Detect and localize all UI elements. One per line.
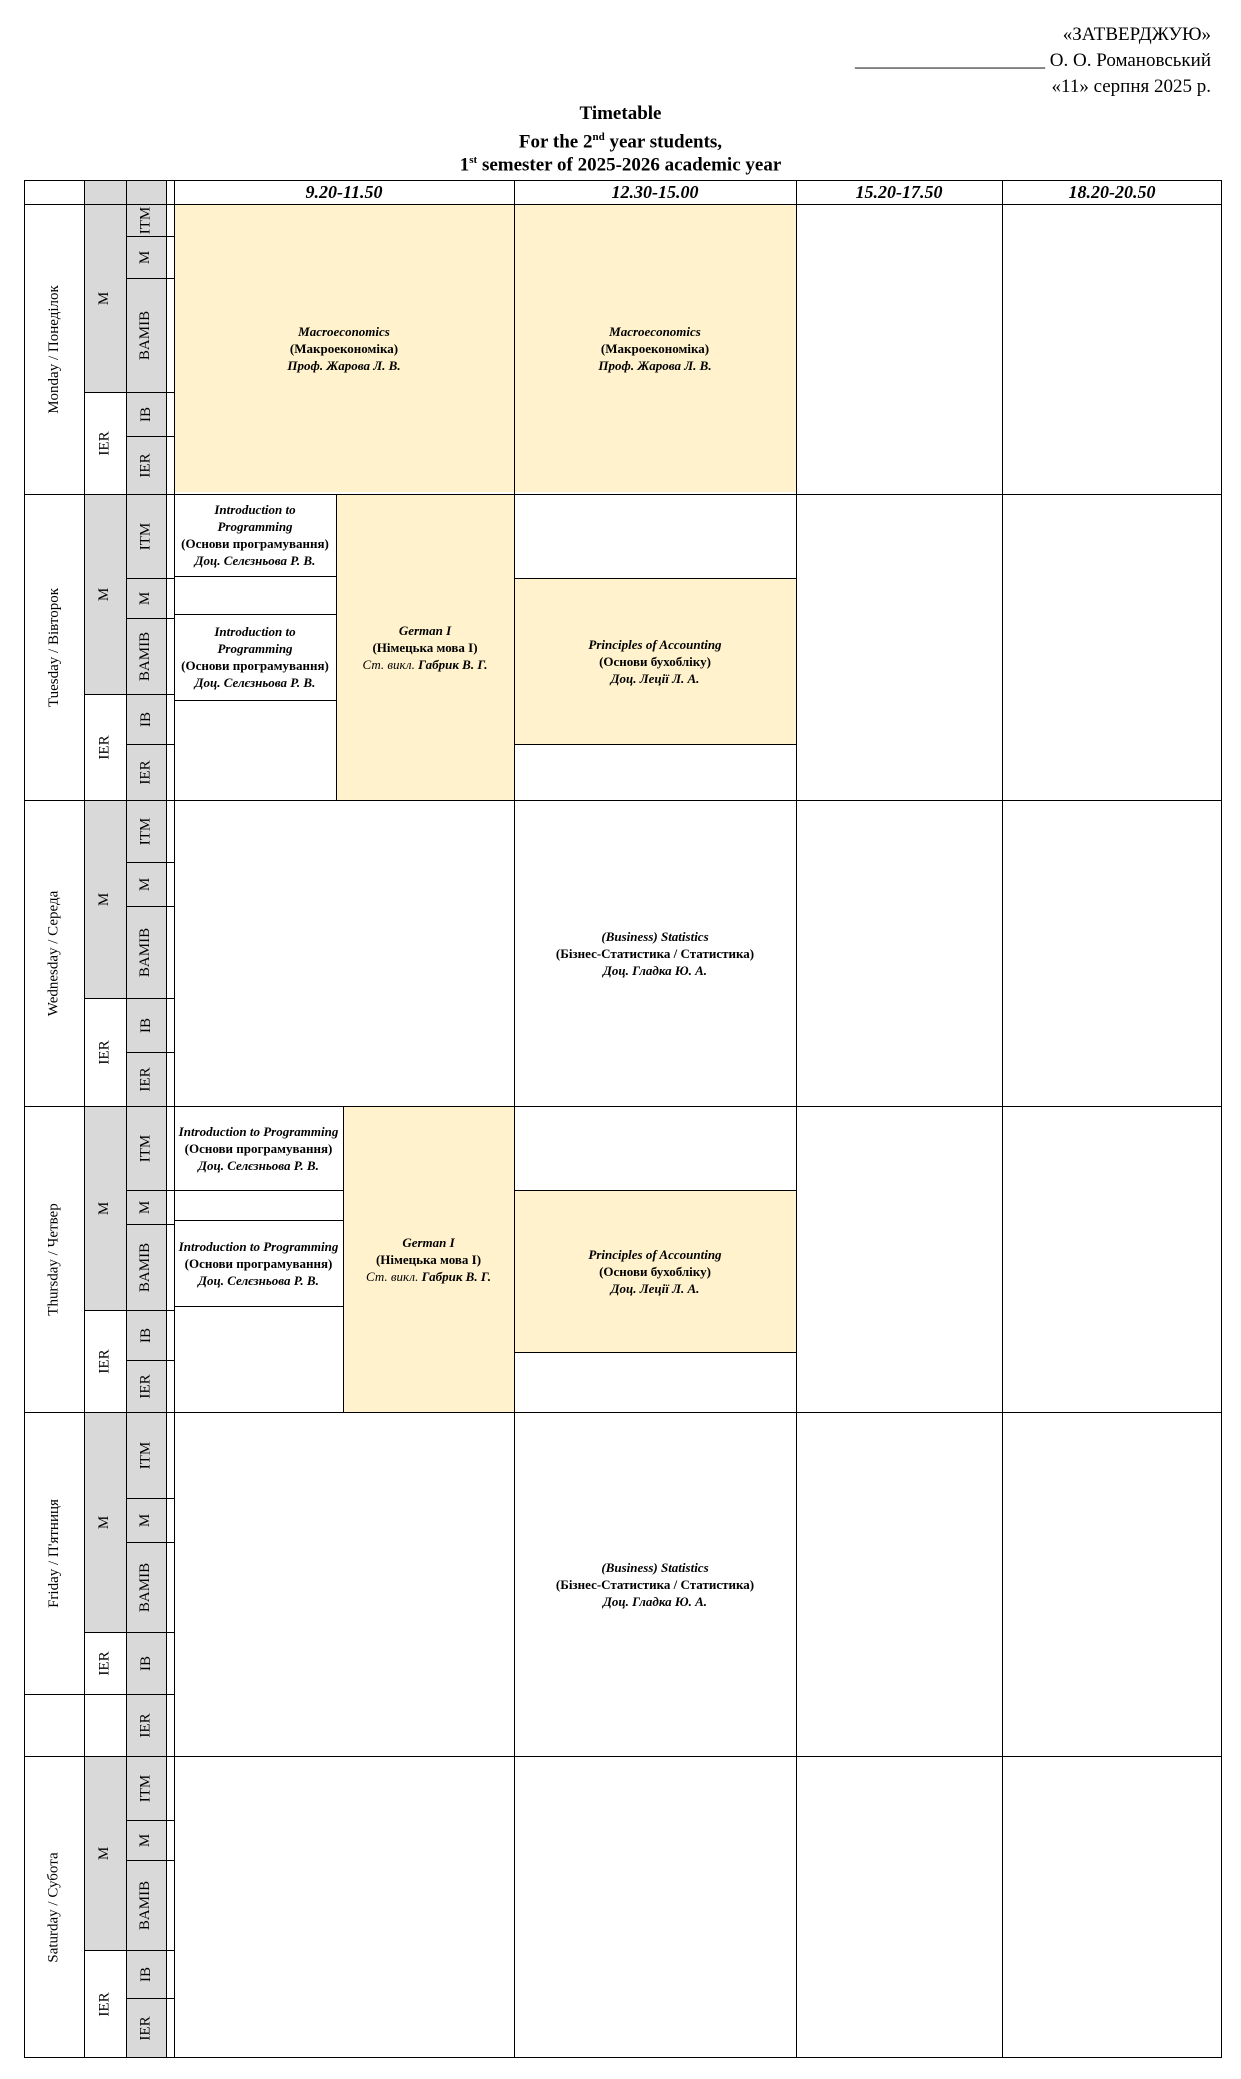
course-teacher: Доц. Селєзньова Р. В. (194, 553, 316, 568)
subgroup-label-itm: ITM (137, 206, 154, 234)
class-block-accounting (514, 578, 796, 744)
course-teacher: Доц. Селєзньова Р. В. (198, 1272, 319, 1288)
title-semester: 1st semester of 2025-2026 academic year (459, 154, 782, 176)
course-name: Macroeconomics (609, 323, 701, 339)
course-name-ua: (Німецька мова I) (372, 639, 478, 655)
subgroup-label-bamib: BAMIB (137, 927, 154, 977)
course-name-ua: (Бізнес-Статистика / Статистика) (555, 945, 755, 961)
title-audience: For the 2nd year students, (518, 131, 723, 153)
subgroup-label-itm: ITM (137, 817, 154, 845)
teacher-prefix: Ст. викл. (366, 1268, 419, 1284)
slot-header-4: 18.20-20.50 (1068, 181, 1156, 202)
approval-stamp: «ЗАТВЕРДЖУЮ» (1062, 24, 1211, 45)
course-name: Introduction to Programming (214, 502, 296, 534)
subgroup-label-ier: IER (137, 452, 154, 478)
subgroup-label-ier: IER (137, 1066, 154, 1092)
slot-header-2: 12.30-15.00 (611, 181, 699, 202)
course-teacher: Доц. Леції Л. А. (610, 670, 700, 686)
grid-line (1221, 180, 1222, 2058)
course-teacher-line (366, 1268, 491, 1285)
page-title: Timetable (579, 103, 662, 124)
subgroup-label-ier: IER (137, 2015, 154, 2041)
group-label-ier: IER (96, 1991, 113, 2017)
course-name-ua: (Основи програмування) (181, 536, 329, 551)
grid-line (796, 180, 797, 2058)
grid-line (514, 1352, 796, 1353)
course-name-ua: (Основи програмування) (184, 1255, 333, 1271)
grid-line (174, 1306, 343, 1307)
course-name-ua: (Основи бухобліку) (599, 1263, 711, 1279)
course-name: (Business) Statistics (601, 928, 709, 944)
course-name: Principles of Accounting (588, 636, 722, 652)
grid-line (514, 744, 796, 745)
subgroup-label-bamib: BAMIB (137, 1242, 154, 1292)
course-name-ua: (Німецька мова I) (375, 1251, 482, 1267)
header-gray-fill (84, 180, 166, 204)
class-block-programming (176, 1220, 341, 1306)
group-label-m: M (96, 291, 113, 305)
course-teacher: Проф. Жарова Л. В. (287, 357, 401, 373)
course-name: Introduction to Programming (214, 624, 296, 656)
grid-line (174, 576, 336, 577)
group-label-ier: IER (96, 430, 113, 456)
group-label-m: M (96, 892, 113, 906)
subgroup-label-m: M (137, 591, 154, 605)
subgroup-label-itm: ITM (137, 1774, 154, 1802)
class-block-statistics (514, 1412, 796, 1756)
course-name: Introduction to Programming (178, 1123, 339, 1139)
course-teacher: Проф. Жарова Л. В. (598, 357, 712, 373)
subgroup-label-ib: IB (137, 1966, 154, 1982)
course-name-ua: (Бізнес-Статистика / Статистика) (555, 1576, 755, 1592)
group-label-ier: IER (96, 1348, 113, 1374)
subgroup-label-bamib: BAMIB (137, 631, 154, 681)
day-label-monday: Monday / Понеділок (45, 284, 62, 414)
teacher-prefix: Ст. викл. (362, 656, 415, 672)
subgroup-label-ib: IB (137, 1655, 154, 1671)
subgroup-label-ib: IB (137, 711, 154, 727)
timetable-grid (24, 180, 1222, 2058)
class-block-programming (176, 1106, 341, 1190)
group-label-m: M (96, 1201, 113, 1215)
course-name-ua: (Макроекономіка) (289, 340, 399, 356)
subgroup-label-itm: ITM (137, 1134, 154, 1162)
subgroup-label-m: M (137, 1513, 154, 1527)
approval-signature: ____________________ О. О. Романовський (855, 50, 1211, 71)
course-name: Macroeconomics (298, 323, 390, 339)
slot-header-3: 15.20-17.50 (855, 181, 943, 202)
course-teacher: Доц. Селєзньова Р. В. (194, 675, 316, 690)
approval-date: «11» серпня 2025 р. (1051, 76, 1211, 97)
course-name: (Business) Statistics (601, 1559, 709, 1575)
day-label-thursday: Thursday / Четвер (45, 1202, 62, 1316)
course-name: Principles of Accounting (588, 1246, 722, 1262)
subgroup-label-ier: IER (137, 1712, 154, 1738)
course-name: Introduction to Programming (178, 1238, 339, 1254)
class-block-programming (176, 614, 334, 700)
grid-line (24, 2057, 1222, 2058)
grid-line (166, 180, 167, 2058)
class-block-german (343, 1106, 514, 1412)
class-block-macroeconomics (514, 204, 796, 492)
slot-header-1: 9.20-11.50 (305, 181, 383, 202)
group-label-ier: IER (96, 1039, 113, 1065)
subgroup-label-ier: IER (137, 759, 154, 785)
class-block-macroeconomics (174, 204, 514, 492)
subgroup-label-bamib: BAMIB (137, 310, 154, 360)
course-teacher: Доц. Селєзньова Р. В. (198, 1157, 319, 1173)
course-teacher: Доц. Гладка Ю. А. (602, 962, 708, 978)
course-name-ua: (Макроекономіка) (600, 340, 710, 356)
subgroup-label-itm: ITM (137, 522, 154, 550)
grid-line (174, 1190, 343, 1191)
grid-line (24, 1756, 1222, 1757)
subgroup-label-itm: ITM (137, 1441, 154, 1469)
subgroup-label-m: M (137, 250, 154, 264)
subgroup-label-ier: IER (137, 1373, 154, 1399)
subgroup-label-bamib: BAMIB (137, 1880, 154, 1930)
course-teacher: Габрик В. Г. (421, 1268, 491, 1284)
group-label-ier: IER (96, 734, 113, 760)
class-block-german (336, 494, 514, 800)
subgroup-label-m: M (137, 1200, 154, 1214)
course-name-ua: (Основи програмування) (184, 1140, 333, 1156)
subgroup-label-bamib: BAMIB (137, 1562, 154, 1612)
subgroup-label-ib: IB (137, 1327, 154, 1343)
subgroup-label-m: M (137, 877, 154, 891)
class-block-programming (176, 494, 334, 576)
course-teacher: Доц. Гладка Ю. А. (602, 1593, 708, 1609)
class-block-statistics (514, 800, 796, 1106)
grid-line (1002, 180, 1003, 2058)
class-block-accounting (514, 1190, 796, 1352)
day-label-wednesday: Wednesday / Середа (45, 890, 62, 1016)
group-label-ier: IER (96, 1650, 113, 1676)
course-teacher-line (363, 656, 488, 673)
subgroup-label-m: M (137, 1833, 154, 1847)
group-label-m: M (96, 587, 113, 601)
course-name: German I (402, 1234, 455, 1250)
course-name: German I (398, 622, 452, 638)
course-name-ua: (Основи бухобліку) (599, 653, 711, 669)
day-label-friday: Friday / П'ятниця (45, 1498, 62, 1608)
course-teacher: Доц. Леції Л. А. (610, 1280, 700, 1296)
subgroup-label-ib: IB (137, 1017, 154, 1033)
grid-line (174, 700, 336, 701)
day-label-saturday: Saturday / Субота (45, 1851, 62, 1963)
group-label-m: M (96, 1846, 113, 1860)
course-teacher: Габрик В. Г. (418, 656, 488, 672)
subgroup-label-ib: IB (137, 406, 154, 422)
day-label-tuesday: Tuesday / Вівторок (45, 587, 62, 707)
group-label-m: M (96, 1515, 113, 1529)
course-name-ua: (Основи програмування) (181, 658, 329, 673)
